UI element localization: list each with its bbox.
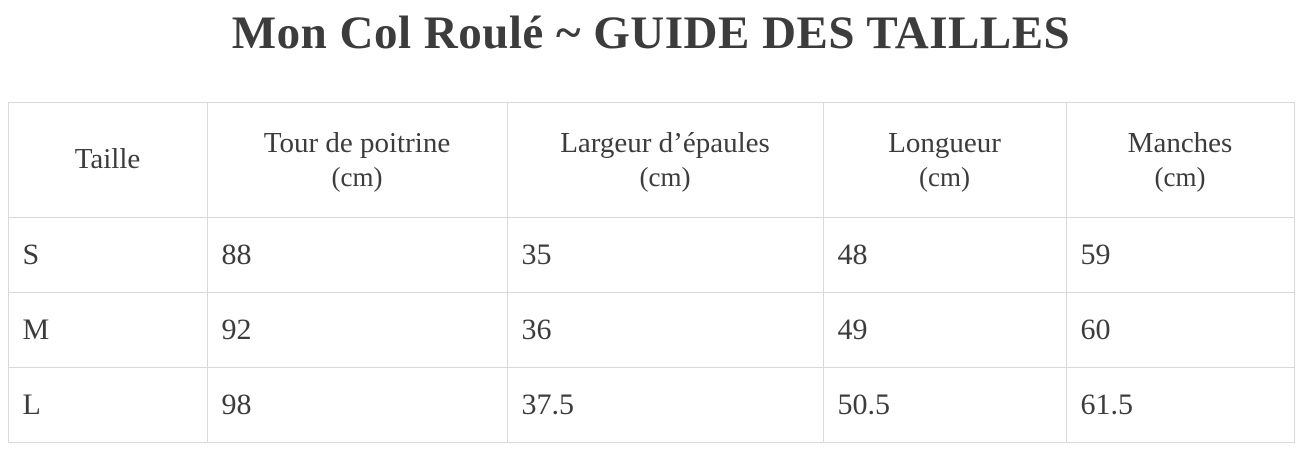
cell-manches: 61.5 — [1066, 367, 1294, 442]
table-header — [8, 102, 1294, 217]
cell-largeur-epaules: 35 — [507, 217, 823, 292]
cell-taille: S — [8, 217, 207, 292]
column-header-taille-label: Taille — [74, 143, 141, 175]
size-guide-table — [8, 102, 1295, 443]
column-header-taille — [8, 102, 207, 217]
column-header-largeur-epaules — [507, 102, 823, 217]
cell-manches: 59 — [1066, 217, 1294, 292]
table-row — [8, 217, 1294, 292]
column-header-manches — [1066, 102, 1294, 217]
cell-largeur-epaules: 37.5 — [507, 367, 823, 442]
column-header-tour-de-poitrine-label: Tour de poitrine — [263, 126, 451, 159]
column-header-tour-de-poitrine — [207, 102, 507, 217]
table-row — [8, 367, 1294, 442]
cell-taille: L — [8, 367, 207, 442]
table-body — [8, 217, 1294, 442]
cell-largeur-epaules: 36 — [507, 292, 823, 367]
page-title: Mon Col Roulé ~ GUIDE DES TAILLES — [231, 7, 1071, 59]
column-header-manches-label: Manches — [1127, 126, 1233, 159]
column-header-largeur-epaules-unit: (cm) — [639, 161, 691, 192]
column-header-manches-unit: (cm) — [1154, 161, 1206, 192]
cell-longueur: 48 — [823, 217, 1066, 292]
cell-longueur: 50.5 — [823, 367, 1066, 442]
column-header-longueur — [823, 102, 1066, 217]
table-header-row — [8, 102, 1294, 217]
cell-tour-de-poitrine: 92 — [207, 292, 507, 367]
column-header-longueur-label: Longueur — [888, 126, 1001, 159]
column-header-tour-de-poitrine-unit: (cm) — [331, 161, 383, 192]
cell-taille: M — [8, 292, 207, 367]
column-header-longueur-unit: (cm) — [919, 161, 970, 192]
cell-tour-de-poitrine: 88 — [207, 217, 507, 292]
cell-longueur: 49 — [823, 292, 1066, 367]
column-header-largeur-epaules-label: Largeur d’épaules — [560, 126, 770, 159]
cell-manches: 60 — [1066, 292, 1294, 367]
cell-tour-de-poitrine: 98 — [207, 367, 507, 442]
table-row — [8, 292, 1294, 367]
